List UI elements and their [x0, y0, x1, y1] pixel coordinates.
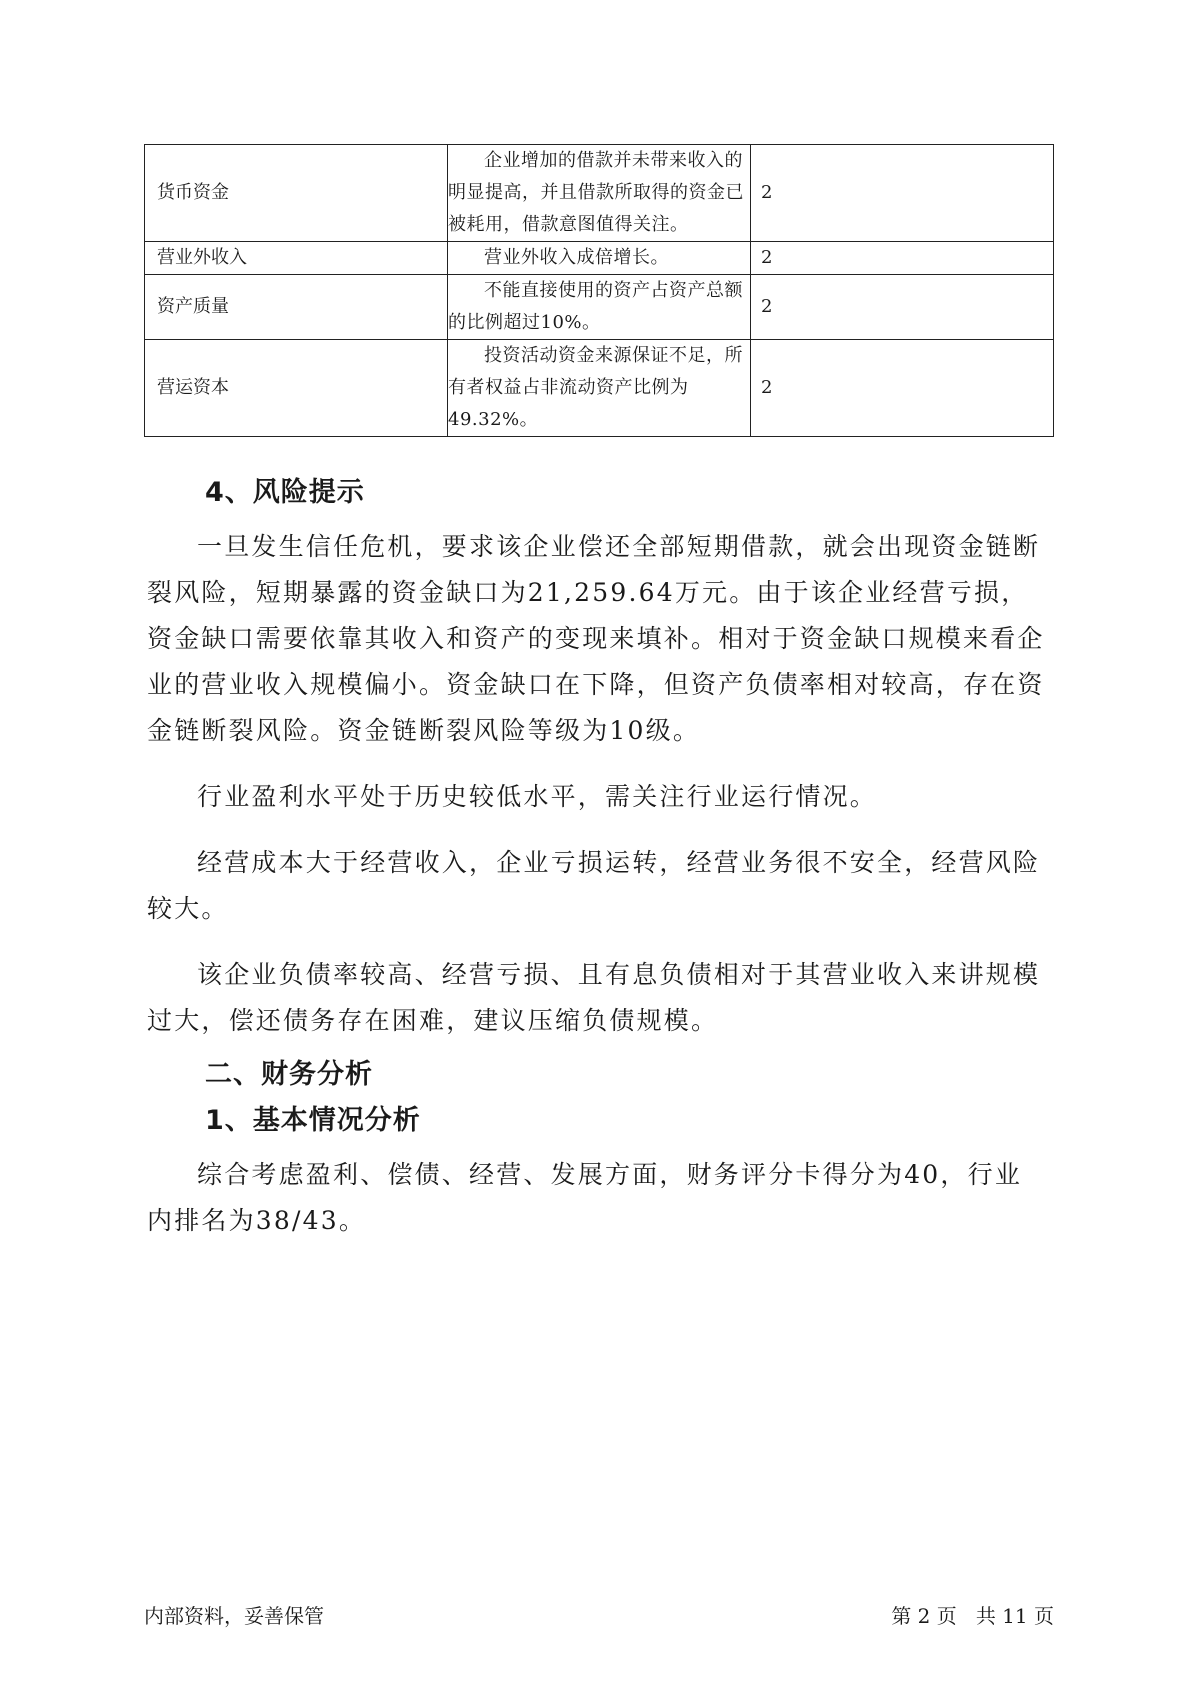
risk-indicator-table [144, 144, 1054, 437]
table-row [145, 145, 1054, 242]
risk-section-heading: 4、风险提示 [205, 477, 365, 508]
table-row [145, 242, 1054, 275]
document-body [147, 470, 1047, 1244]
table-cell-desc: 不能直接使用的资产占资产总额的比例超过10%。 [448, 275, 751, 340]
table-cell-desc: 投资活动资金来源保证不足，所有者权益占非流动资产比例为49.32%。 [448, 340, 751, 437]
table-cell-score: 2 [751, 340, 1054, 437]
table-cell-item: 营业外收入 [145, 242, 448, 275]
footer-confidential-note: 内部资料，妥善保管 [144, 1604, 324, 1628]
paragraph: 综合考虑盈利、偿债、经营、发展方面，财务评分卡得分为40，行业内排名为38/43。 [147, 1160, 1023, 1235]
paragraph: 行业盈利水平处于历史较低水平，需关注行业运行情况。 [197, 782, 878, 811]
table-cell-desc: 营业外收入成倍增长。 [448, 242, 751, 275]
table-row [145, 275, 1054, 340]
table-row [145, 340, 1054, 437]
table-cell-item: 营运资本 [145, 340, 448, 437]
table-cell-score: 2 [751, 275, 1054, 340]
table-cell-item: 货币资金 [145, 145, 448, 242]
paragraph: 一旦发生信任危机，要求该企业偿还全部短期借款，就会出现资金链断裂风险，短期暴露的资金缺口为21,259.64万元。由于该企业经营亏损，资金缺口需要依靠其收入和资产的变现来填补。相对于资金缺口规模来看企业的营业收入规模偏小。资金缺口在下降，但资产负债率相对较高，存在资金链断裂风险。资金链断裂风险等级为10级。 [147, 532, 1045, 745]
table-cell-item: 资产质量 [145, 275, 448, 340]
table-cell-desc: 企业增加的借款并未带来收入的明显提高，并且借款所取得的资金已被耗用，借款意图值得关注。 [448, 145, 751, 242]
paragraph: 经营成本大于经营收入，企业亏损运转，经营业务很不安全，经营风险较大。 [147, 848, 1041, 923]
table-cell-score: 2 [751, 242, 1054, 275]
paragraph: 该企业负债率较高、经营亏损、且有息负债相对于其营业收入来讲规模过大，偿还债务存在困难，建议压缩负债规模。 [147, 960, 1041, 1035]
page-footer [144, 1600, 1054, 1629]
page-number: 第 2 页 共 11 页 [891, 1604, 1054, 1628]
financial-analysis-heading: 二、财务分析 [205, 1059, 373, 1090]
basic-analysis-heading: 1、基本情况分析 [205, 1105, 421, 1136]
table-cell-score: 2 [751, 145, 1054, 242]
